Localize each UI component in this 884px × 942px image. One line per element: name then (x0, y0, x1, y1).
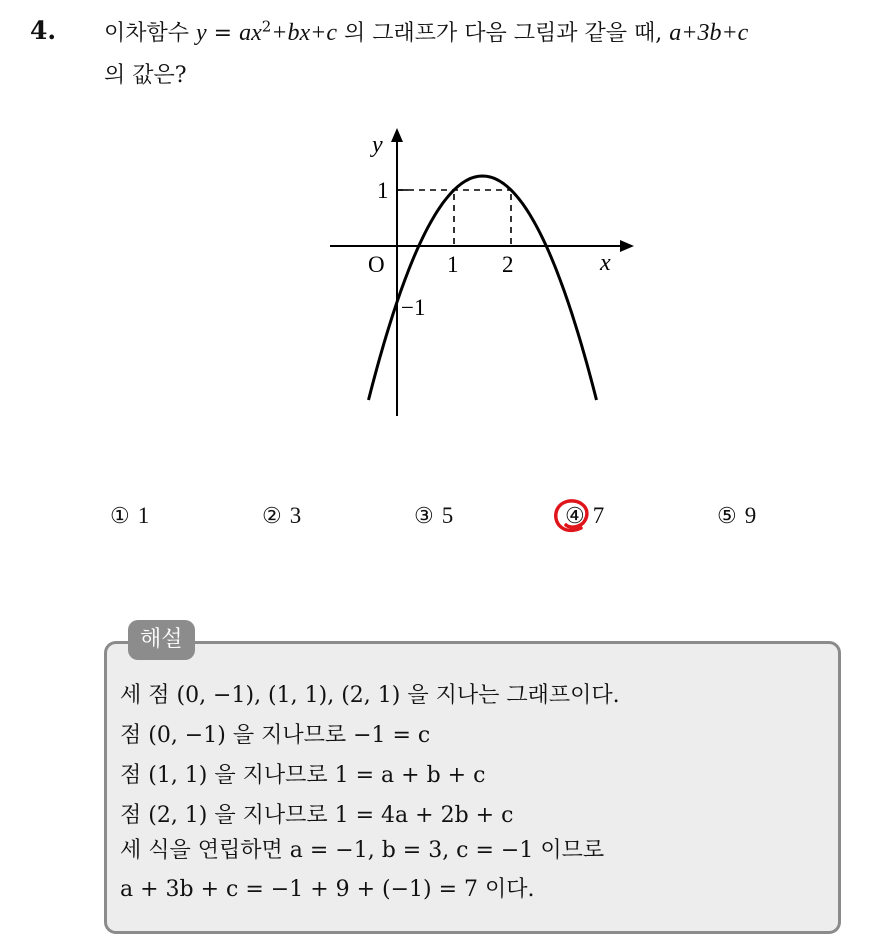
answer-choices (0, 503, 884, 543)
question-line-1 (104, 16, 748, 47)
choice-5[interactable] (717, 503, 756, 529)
question-expression: a+3b+c (669, 20, 749, 46)
choice-value: 3 (289, 503, 302, 528)
choice-symbol: ② (262, 504, 282, 529)
solution-line-3: 점 (1, 1) 을 지나므로 1 = a + b + c (120, 763, 486, 788)
choice-value: 7 (592, 503, 605, 528)
question-prefix: 이차함수 (104, 21, 190, 46)
choice-2[interactable] (262, 503, 301, 529)
y-tick-label: 1 (377, 178, 389, 203)
solution-line-4: 점 (2, 1) 을 지나므로 1 = 4a + 2b + c (120, 803, 514, 828)
y-intercept-label: −1 (401, 295, 426, 320)
function-lhs: y (196, 20, 207, 46)
x-tick-label-1: 1 (447, 252, 459, 277)
origin-label: O (368, 252, 385, 277)
choice-symbol: ⑤ (717, 504, 737, 529)
x-axis-arrow (620, 240, 634, 252)
parabola-graph (320, 120, 640, 420)
y-axis-label: y (372, 132, 383, 158)
solution-line-5: 세 식을 연립하면 a = −1, b = 3, c = −1 이므로 (120, 838, 605, 863)
solution-line-1: 세 점 (0, −1), (1, 1), (2, 1) 을 지나는 그래프이다. (120, 683, 620, 708)
x-axis-label: x (600, 250, 611, 276)
solution-line-2: 점 (0, −1) 을 지나므로 −1 = c (120, 723, 431, 748)
choice-4[interactable] (565, 503, 604, 529)
function-eq: = (206, 21, 240, 46)
x-tick-label-2: 2 (502, 252, 514, 277)
choice-1[interactable] (110, 503, 149, 529)
question-number: 4. (30, 16, 57, 45)
choice-symbol: ③ (414, 504, 434, 529)
dashed-guides (397, 190, 511, 246)
question-line-2: 의 값은? (104, 63, 187, 88)
function-exponent: 2 (261, 17, 272, 36)
choice-value: 9 (744, 503, 757, 528)
solution-tab: 해설 (128, 620, 195, 660)
choice-symbol: ① (110, 504, 130, 529)
choice-symbol: ④ (565, 504, 585, 529)
function-a: ax (239, 20, 262, 46)
choice-value: 1 (137, 503, 150, 528)
y-axis-arrow (391, 128, 403, 142)
solution-line-6: a + 3b + c = −1 + 9 + (−1) = 7 이다. (120, 877, 535, 902)
choice-value: 5 (441, 503, 454, 528)
parabola-curve (369, 176, 597, 400)
choice-3[interactable] (414, 503, 453, 529)
question-suffix: 의 그래프가 다음 그림과 같을 때, (344, 21, 663, 46)
function-rest: +bx+c (271, 20, 337, 46)
